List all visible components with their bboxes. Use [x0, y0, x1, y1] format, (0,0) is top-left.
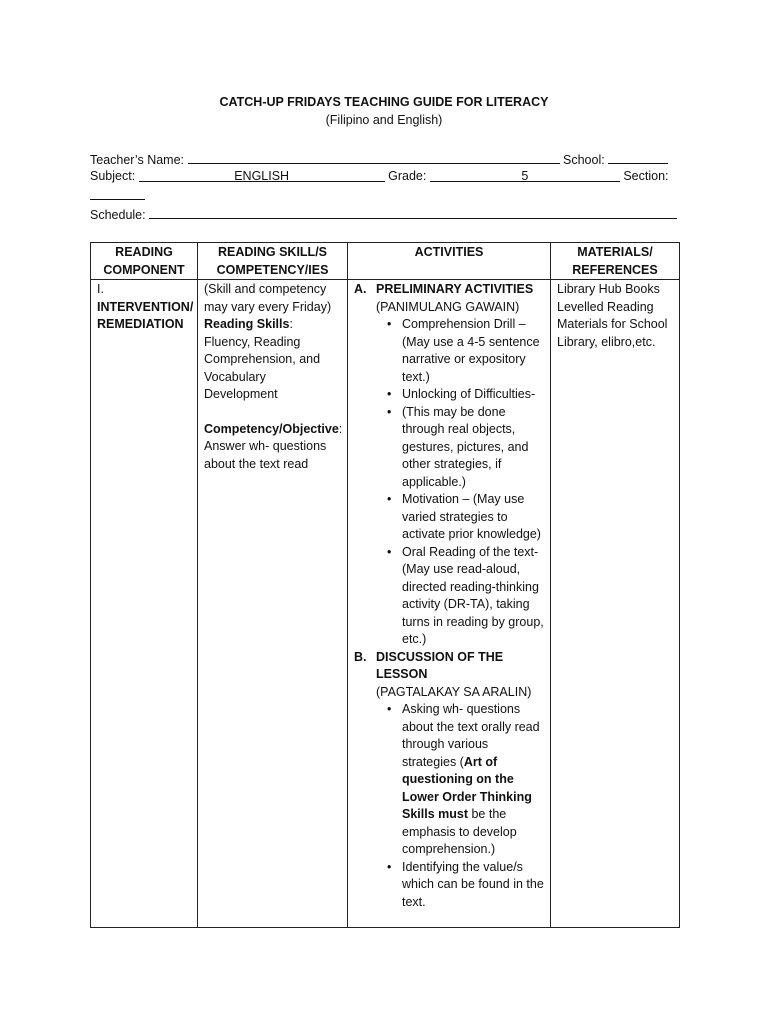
competency-colon: : [338, 421, 343, 436]
header-materials: MATERIALS/ REFERENCES [551, 243, 680, 280]
item-text: Asking wh- questions about the text orally read through various strategies ( [402, 702, 540, 769]
section-b-letter: B. [354, 649, 367, 664]
reading-skills-colon: : [289, 317, 293, 331]
item-text: be the emphasis to develop comprehension.) [402, 807, 517, 856]
section-b-subtitle: (PAGTALAKAY SA ARALIN) [376, 684, 532, 699]
section-line-row [90, 186, 678, 206]
section-b [354, 649, 544, 912]
schedule-row [90, 205, 678, 225]
table-row [91, 280, 680, 928]
item-bold-text: Art of questioning on the Lower Order Thinking Skills must [402, 754, 532, 821]
section-b-list [376, 701, 544, 911]
skill-note: (Skill and competency may vary every Friday) [204, 282, 332, 314]
list-item: • Oral Reading of the text- (May use read-aloud, directed reading-thinking activity (DR-TA), taking turns in reading by group, etc.) [402, 544, 544, 649]
header-reading-skill: READING SKILL/S COMPETENCY/IES [198, 243, 348, 280]
school-field[interactable] [608, 150, 668, 164]
school-label: School: [563, 153, 605, 167]
materials-cell: Library Hub Books Levelled Reading Materials for School Library, elibro,etc. [551, 280, 680, 928]
teacher-school-row [90, 150, 678, 170]
list-item: • Unlocking of Difficulties- [402, 386, 544, 404]
list-item: • Identifying the value/s which can be found in the text. [402, 859, 544, 912]
subject-label: Subject: [90, 169, 136, 183]
list-item: • Motivation – (May use varied strategies to activate prior knowledge) [402, 491, 544, 544]
header-activities: ACTIVITIES [348, 243, 551, 280]
table-header-row [91, 243, 680, 280]
competency-text: Answer wh- questions about the text read [204, 439, 327, 471]
section-field[interactable] [90, 186, 145, 200]
section-a-list [376, 316, 544, 649]
teaching-guide-table [90, 242, 680, 928]
subject-field[interactable]: ENGLISH [139, 168, 385, 182]
reading-skills-text: Fluency, Reading Comprehension, and Vocabulary Development [204, 334, 321, 401]
grade-label: Grade: [388, 169, 427, 183]
document-title: CATCH-UP FRIDAYS TEACHING GUIDE FOR LITERACY [219, 95, 549, 109]
reading-skill-cell [198, 280, 348, 928]
header-reading-component: READING COMPONENT [91, 243, 198, 280]
teacher-name-label: Teacher’s Name: [90, 153, 185, 167]
schedule-field[interactable] [149, 205, 677, 219]
grade-field[interactable]: 5 [430, 168, 620, 182]
section-a-subtitle: (PANIMULANG GAWAIN) [376, 299, 520, 314]
reading-component-cell [91, 280, 198, 928]
competency-label: Competency/Objective [204, 421, 339, 436]
activities-cell [348, 280, 551, 928]
schedule-label: Schedule: [90, 208, 146, 222]
section-a-letter: A. [354, 282, 367, 296]
document-subtitle: (Filipino and English) [325, 113, 443, 127]
section-a [354, 281, 544, 649]
list-item: • (This may be done through real objects, gestures, pictures, and other strategies, if applicable.) [402, 404, 544, 492]
list-item: • Comprehension Drill – (May use a 4-5 sentence narrative or expository text.) [402, 316, 544, 386]
subject-grade-row [90, 168, 678, 186]
section-a-title: PRELIMINARY ACTIVITIES [376, 282, 534, 296]
section-label: Section: [623, 169, 669, 183]
list-item [402, 701, 544, 859]
section-b-title: DISCUSSION OF THE LESSON [376, 649, 504, 681]
reading-skills-label: Reading Skills [204, 317, 290, 331]
component-name: INTERVENTION/ REMEDIATION [97, 299, 194, 331]
teacher-name-field[interactable] [188, 150, 560, 164]
component-number: I. [97, 282, 104, 296]
